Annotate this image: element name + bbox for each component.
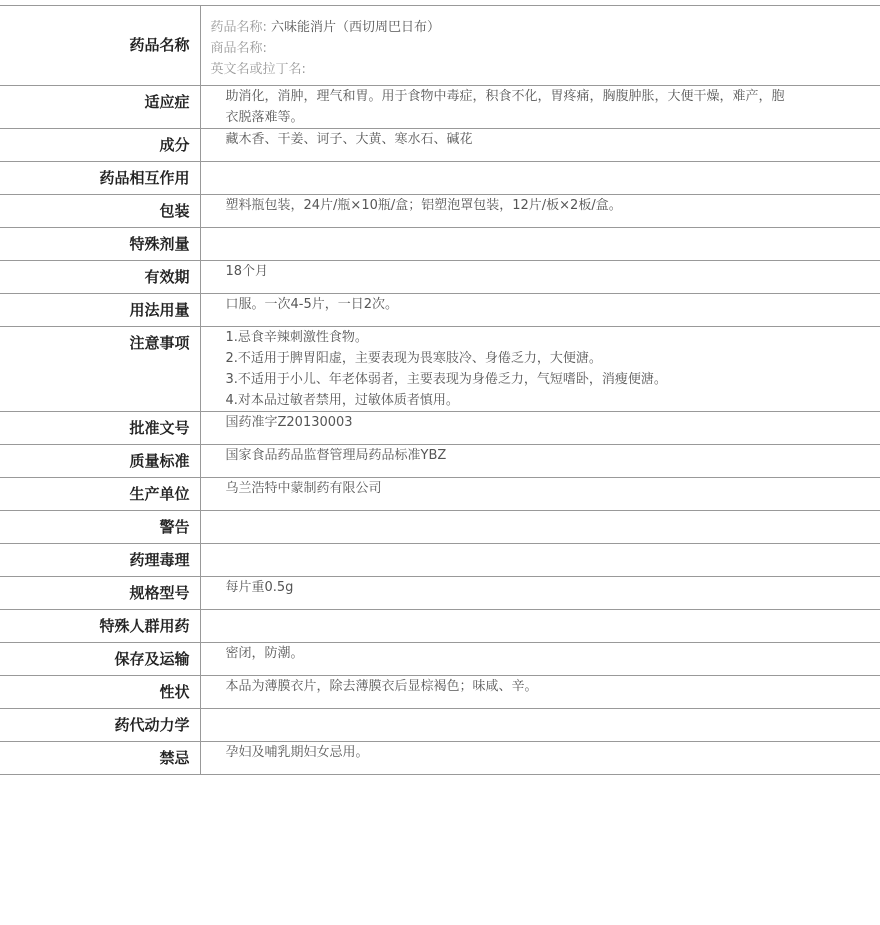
row-value: 孕妇及哺乳期妇女忌用。 — [200, 742, 880, 775]
row-label: 批准文号 — [0, 412, 200, 445]
precaution-line: 2.不适用于脾胃阳虚，主要表现为畏寒肢冷、身倦乏力，大便溏。 — [226, 348, 787, 369]
table-row — [0, 610, 880, 643]
table-row-names — [0, 6, 880, 86]
table-row — [0, 676, 880, 709]
row-value: 每片重0.5g — [200, 577, 880, 610]
table-row — [0, 294, 880, 327]
table-row — [0, 478, 880, 511]
row-label: 用法用量 — [0, 294, 200, 327]
row-value: 国家食品药品监督管理局药品标准YBZ — [200, 445, 880, 478]
row-label: 药品相互作用 — [0, 162, 200, 195]
row-value: 乌兰浩特中蒙制药有限公司 — [200, 478, 880, 511]
row-value: 藏木香、干姜、诃子、大黄、寒水石、碱花 — [200, 129, 880, 162]
row-value — [200, 327, 880, 412]
row-label: 质量标准 — [0, 445, 200, 478]
row-label: 生产单位 — [0, 478, 200, 511]
drug-spec-document — [0, 5, 880, 775]
table-row — [0, 162, 880, 195]
row-value: 18个月 — [200, 261, 880, 294]
drug-spec-table — [0, 5, 880, 775]
row-label: 特殊人群用药 — [0, 610, 200, 643]
row-label: 适应症 — [0, 86, 200, 129]
row-label: 药代动力学 — [0, 709, 200, 742]
row-value — [200, 544, 880, 577]
table-row — [0, 195, 880, 228]
table-row — [0, 228, 880, 261]
row-label: 有效期 — [0, 261, 200, 294]
trade-name-line — [211, 38, 880, 59]
table-row — [0, 643, 880, 676]
precaution-line: 3.不适用于小儿、年老体弱者，主要表现为身倦乏力，气短嗜卧，消瘦便溏。 — [226, 369, 787, 390]
row-value — [200, 228, 880, 261]
table-row — [0, 261, 880, 294]
row-value: 口服。一次4-5片，一日2次。 — [200, 294, 880, 327]
row-value: 塑料瓶包装，24片/瓶×10瓶/盒；铝塑泡罩包装，12片/板×2板/盒。 — [200, 195, 880, 228]
trade-name-key: 商品名称: — [211, 41, 267, 56]
row-value — [200, 709, 880, 742]
drug-name-key: 药品名称: — [211, 20, 267, 35]
table-row — [0, 511, 880, 544]
row-value — [200, 6, 880, 86]
table-row — [0, 709, 880, 742]
table-row-precautions — [0, 327, 880, 412]
row-value: 国药准字Z20130003 — [200, 412, 880, 445]
row-label: 成分 — [0, 129, 200, 162]
row-label: 警告 — [0, 511, 200, 544]
table-row — [0, 129, 880, 162]
row-label: 包装 — [0, 195, 200, 228]
drug-name-line — [211, 17, 880, 38]
table-row — [0, 445, 880, 478]
row-label: 特殊剂量 — [0, 228, 200, 261]
precaution-line: 1.忌食辛辣刺激性食物。 — [226, 327, 787, 348]
table-row — [0, 86, 880, 129]
row-label: 药品名称 — [0, 6, 200, 86]
table-row — [0, 742, 880, 775]
row-value: 助消化，消肿，理气和胃。用于食物中毒症，积食不化，胃疼痛，胸腹肿胀，大便干燥，难产，胞衣脱落难等。 — [200, 86, 880, 129]
row-value — [200, 162, 880, 195]
drug-name-value: 六味能消片（西切周巴日布） — [271, 20, 440, 35]
row-label: 性状 — [0, 676, 200, 709]
table-row — [0, 412, 880, 445]
english-name-line — [211, 59, 880, 80]
table-row — [0, 544, 880, 577]
row-value: 密闭，防潮。 — [200, 643, 880, 676]
row-label: 保存及运输 — [0, 643, 200, 676]
english-name-key: 英文名或拉丁名: — [211, 62, 306, 77]
row-value — [200, 610, 880, 643]
precaution-line: 4.对本品过敏者禁用，过敏体质者慎用。 — [226, 390, 787, 411]
row-label: 药理毒理 — [0, 544, 200, 577]
row-value: 本品为薄膜衣片，除去薄膜衣后显棕褐色；味咸、辛。 — [200, 676, 880, 709]
row-value — [200, 511, 880, 544]
table-row — [0, 577, 880, 610]
row-label: 规格型号 — [0, 577, 200, 610]
row-label: 注意事项 — [0, 327, 200, 412]
row-label: 禁忌 — [0, 742, 200, 775]
